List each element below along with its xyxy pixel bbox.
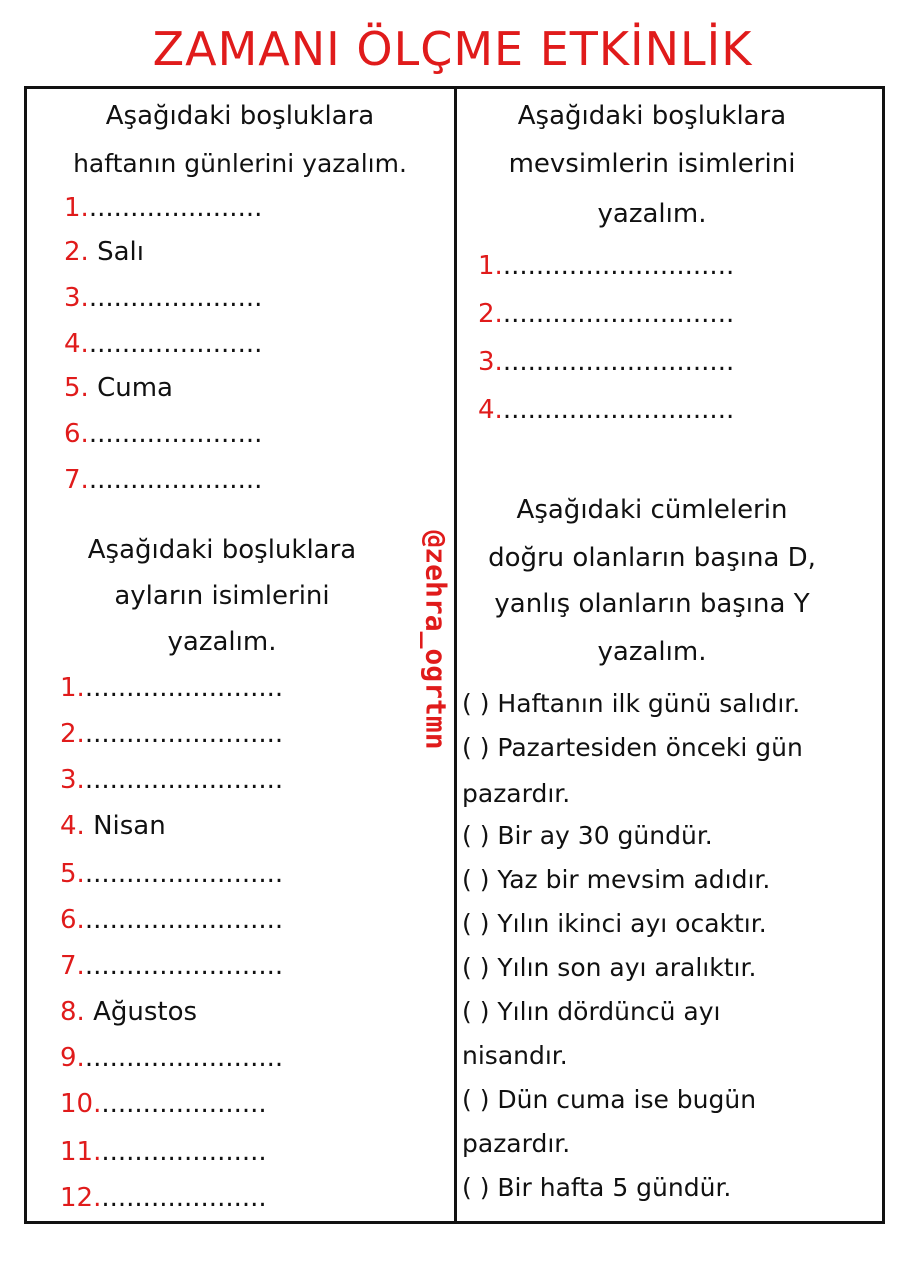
month-number: 4. [60, 811, 85, 841]
month-item-9 [60, 1036, 283, 1080]
seasons-heading-3: yazalım. [597, 199, 707, 229]
month-item-12 [60, 1176, 267, 1220]
tf-heading-4: yazalım. [597, 637, 707, 667]
tf-statement: ( ) Pazartesiden önceki gün [462, 733, 803, 762]
day-answer: ..................... [88, 465, 263, 495]
month-number: 10. [60, 1089, 102, 1119]
month-answer: .................... [101, 1137, 267, 1167]
day-number: 3. [64, 283, 89, 313]
watermark-text: @zehra_ogrtmn [419, 530, 453, 750]
season-number: 3. [478, 347, 503, 377]
season-answer: ............................ [502, 299, 735, 329]
month-item-5 [60, 852, 283, 896]
day-number: 2. [64, 237, 89, 267]
day-answer: ..................... [88, 283, 263, 313]
month-number: 3. [60, 765, 85, 795]
months-heading-3: yazalım. [167, 627, 277, 657]
month-answer: Ağustos [84, 997, 198, 1027]
day-number: 4. [64, 329, 89, 359]
month-answer: .................... [101, 1183, 267, 1213]
season-answer: ............................ [502, 251, 735, 281]
day-answer: ..................... [88, 329, 263, 359]
tf-heading-3: yanlış olanların başına Y [494, 589, 810, 619]
month-answer: ........................ [84, 905, 284, 935]
month-item-4 [60, 804, 166, 848]
tf-statement: ( ) Dün cuma ise bugün [462, 1085, 757, 1114]
day-item-1 [64, 186, 262, 230]
tf-heading-1: Aşağıdaki cümlelerin [516, 495, 788, 525]
month-number: 12. [60, 1183, 102, 1213]
season-number: 2. [478, 299, 503, 329]
month-number: 2. [60, 719, 85, 749]
tf-statement: pazardır. [462, 1129, 571, 1158]
day-number: 5. [64, 373, 89, 403]
day-number: 1. [64, 193, 89, 223]
day-item-5 [64, 366, 173, 410]
month-item-8 [60, 990, 197, 1034]
column-divider [454, 86, 457, 1224]
month-item-11 [60, 1130, 267, 1174]
month-number: 11. [60, 1137, 102, 1167]
day-answer: Cuma [88, 373, 173, 403]
season-item-4 [478, 388, 734, 432]
tf-statement: ( ) Yılın ikinci ayı ocaktır. [462, 909, 767, 938]
tf-heading-2: doğru olanların başına D, [488, 543, 816, 573]
month-answer: .................... [101, 1089, 267, 1119]
month-item-7 [60, 944, 283, 988]
season-item-1 [478, 244, 734, 288]
month-answer: ........................ [84, 765, 284, 795]
month-item-3 [60, 758, 283, 802]
tf-statement: ( ) Bir ay 30 gündür. [462, 821, 713, 850]
season-answer: ............................ [502, 395, 735, 425]
month-answer: ........................ [84, 859, 284, 889]
season-item-2 [478, 292, 734, 336]
month-answer: ........................ [84, 1043, 284, 1073]
season-number: 4. [478, 395, 503, 425]
month-answer: ........................ [84, 673, 284, 703]
tf-statement: ( ) Bir hafta 5 gündür. [462, 1173, 732, 1202]
month-number: 7. [60, 951, 85, 981]
day-answer: Salı [88, 237, 144, 267]
month-item-1 [60, 666, 283, 710]
day-item-2 [64, 230, 144, 274]
tf-statement: ( ) Yılın dördüncü ayı [462, 997, 721, 1026]
months-heading-1: Aşağıdaki boşluklara [87, 535, 357, 565]
day-item-4 [64, 322, 262, 366]
day-answer: ..................... [88, 193, 263, 223]
month-answer: Nisan [84, 811, 166, 841]
tf-statement: pazardır. [462, 779, 571, 808]
day-number: 6. [64, 419, 89, 449]
day-item-7 [64, 458, 262, 502]
tf-statement: ( ) Haftanın ilk günü salıdır. [462, 689, 801, 718]
tf-statement: ( ) Yaz bir mevsim adıdır. [462, 865, 771, 894]
tf-statement: ( ) Yılın son ayı aralıktır. [462, 953, 757, 982]
page-title: ZAMANI ÖLÇME ETKİNLİK [152, 22, 753, 76]
month-number: 9. [60, 1043, 85, 1073]
month-answer: ........................ [84, 951, 284, 981]
month-number: 6. [60, 905, 85, 935]
month-item-2 [60, 712, 283, 756]
month-number: 5. [60, 859, 85, 889]
season-number: 1. [478, 251, 503, 281]
day-number: 7. [64, 465, 89, 495]
day-item-6 [64, 412, 262, 456]
month-number: 8. [60, 997, 85, 1027]
days-heading-1: Aşağıdaki boşluklara [105, 101, 375, 131]
days-heading-2: haftanın günlerini yazalım. [73, 149, 407, 178]
tf-statement: nisandır. [462, 1041, 568, 1070]
season-item-3 [478, 340, 734, 384]
season-answer: ............................ [502, 347, 735, 377]
month-item-10 [60, 1082, 267, 1126]
day-answer: ..................... [88, 419, 263, 449]
month-item-6 [60, 898, 283, 942]
seasons-heading-2: mevsimlerin isimlerini [508, 149, 796, 179]
months-heading-2: ayların isimlerini [114, 581, 330, 611]
day-item-3 [64, 276, 262, 320]
month-number: 1. [60, 673, 85, 703]
seasons-heading-1: Aşağıdaki boşluklara [517, 101, 787, 131]
month-answer: ........................ [84, 719, 284, 749]
